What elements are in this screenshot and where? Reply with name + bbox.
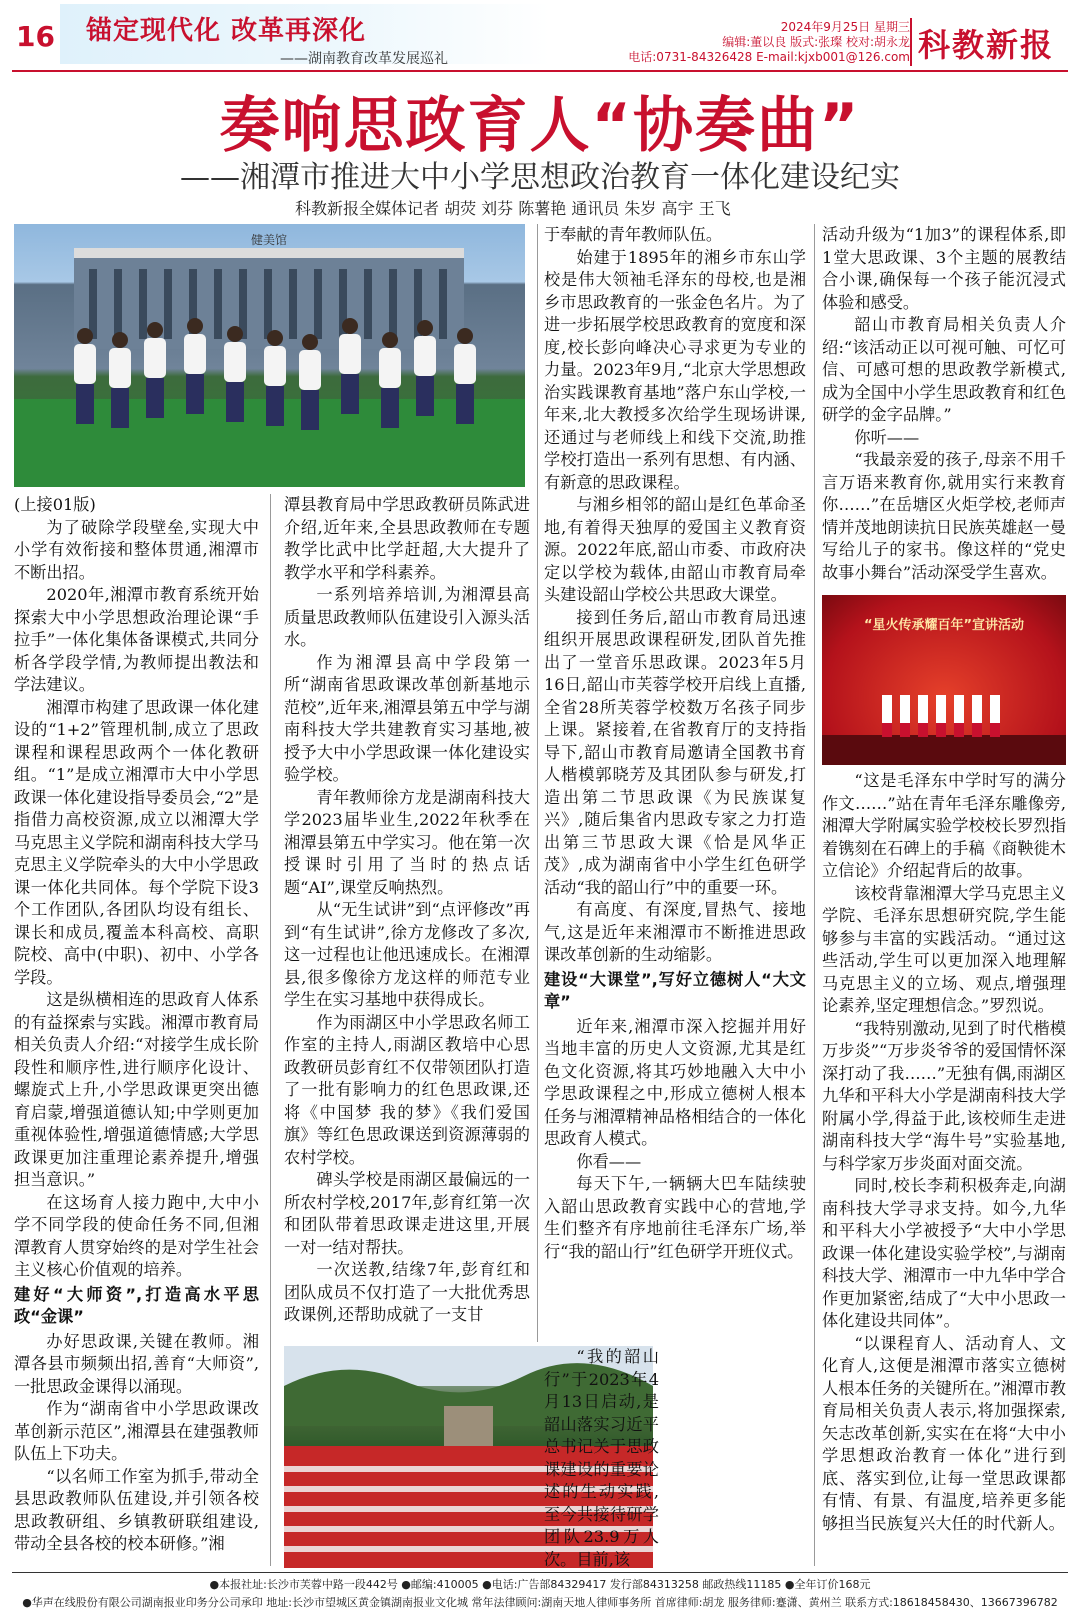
issue-date: 2024年9月25日 星期三: [780, 20, 910, 34]
article-column-3: [544, 224, 806, 1263]
contact-info: 电话:0731-84326428 E-mail:kjxb001@126.com: [628, 50, 910, 64]
paragraph: “我特别激动,见到了时代楷模万步炎”“万步炎爷爷的爱国情怀深深打动了我……”无独有偶,雨湖区九华和平科大小学是湖南科技大学附属小学,得益于此,该校师生走进湖南科技大学“海牛号”实验基地,与科学家万步炎面对面交流。: [822, 1018, 1066, 1173]
continuation-note: (上接01版): [14, 495, 96, 514]
paragraph: 有高度、有深度,冒热气、接地气,这是近年来湘潭市不断推进思政课改革创新的生动缩影。: [544, 900, 806, 964]
paragraph: 作为湘潭县高中学段第一所“湖南省思政课改革创新基地示范校”,近年来,湘潭县第五中学与湖南科技大学共建教育实习基地,被授予大中小学思政课一体化建设实验学校。: [284, 652, 530, 784]
paragraph: 2020年,湘潭市教育系统开始探索大中小学思想政治理论课“手拉手”一体化集体备课模式,共同分析各学段学情,为教师提出教法和学法建议。: [14, 585, 259, 694]
article-byline: 科教新报全媒体记者 胡荧 刘芬 陈薯艳 通讯员 朱岁 高宇 王飞: [295, 199, 731, 218]
header-divider: [910, 18, 912, 66]
article-column-4-lower: [822, 770, 1066, 1535]
paragraph: 该校背靠湘潭大学马克思主义学院、毛泽东思想研究院,学生能够参与丰富的实践活动。“通过这些活动,学生可以更加深入地理解马克思主义的立场、观点,增强理论素养,坚定理想信念。”罗烈说。: [822, 883, 1066, 1015]
paragraph: “我最亲爱的孩子,母亲不用千言万语来教育你,就用实行来教育你……”在岳塘区火炬学校,老师声情并茂地朗读抗日民族英雄赵一曼写给儿子的家书。像这样的“党史故事小舞台”活动深受学生喜欢。: [822, 450, 1066, 582]
column-slogan-sub: ——湖南教育改革发展巡礼: [280, 51, 448, 67]
paragraph: 碑头学校是雨湖区最偏远的一所农村学校,2017年,彭育红第一次和团队带着思政课走进这里,开展一对一结对帮扶。: [284, 1170, 530, 1257]
paragraph: 始建于1895年的湘乡市东山学校是伟大领袖毛泽东的母校,也是湘乡市思政教育的一张金色名片。为了进一步拓展学校思政教育的宽度和深度,校长彭向峰决心寻求更为专业的力量。2023年9月,“北京大学思想政治实践课教育基地”落户东山学校,一年来,北大教授多次给学生现场讲课,还通过与老师线上和线下交流,助推学校打造出一系列有思想、有内涵、有新意的思政课程。: [544, 247, 806, 492]
article-column-2: [284, 494, 530, 1327]
footer-address: ●本报社址:长沙市芙蓉中路一段442号 ●邮编:410005 ●电话:广告部84329417 发行部84313258 邮政热线11185 ●全年订价168元: [209, 1578, 871, 1591]
section-heading: 建好“大师资”,打造高水平思政“金课”: [14, 1284, 259, 1326]
paragraph: “这是毛泽东中学时写的满分作文……”站在青年毛泽东雕像旁,湘潭大学附属实验学校校长罗烈指着镌刻在石碑上的手稿《商鞅徙木立信论》介绍起背后的故事。: [822, 771, 1066, 880]
paragraph: 同时,校长李莉积极奔走,向湖南科技大学寻求支持。如今,九华和平科大小学被授予“大中小学思政课一体化建设实验学校”,与湖南科技大学、湘潭市一中九华中学合作更加紧密,结成了“大中小思政一体化建设共同体”。: [822, 1176, 1066, 1330]
header-meta: [610, 20, 910, 65]
article-column-3-tail: [544, 1346, 659, 1571]
paragraph: 一系列培养培训,为湘潭县高质量思政教师队伍建设引入源头活水。: [284, 585, 530, 649]
paragraph: 办好思政课,关键在教师。湘潭各县市频频出招,善育“大师资”,一批思政金课得以涌现。: [14, 1331, 259, 1396]
article-column-1: [14, 494, 259, 1556]
paragraph: 每天下午,一辆辆大巴车陆续驶入韶山思政教育实践中心的营地,学生们整齐有序地前往毛泽东广场,举行“我的韶山行”红色研学开班仪式。: [544, 1174, 806, 1261]
paragraph: 这是纵横相连的思政育人体系的有益探索与实践。湘潭市教育局相关负责人介绍:“对接学生成长阶段性和顺序性,进行顺序化设计、螺旋式上升,小学思政课更突出德育启蒙,增强道德认知;中学则更加重视体验性,增强道德情感;大学思政课更加注重理论素养提升,增强担当意识。”: [14, 990, 259, 1189]
article-subtitle: ——湘潭市推进大中小学思想政治教育一体化建设纪实: [180, 160, 900, 195]
paragraph: 韶山市教育局相关负责人介绍:“该活动正以可视可触、可忆可信、可感可想的思政教学新模式,成为全国中小学生思政教育和红色研学的金字品牌。”: [822, 315, 1066, 424]
photo-students-running: [14, 224, 525, 487]
paragraph: 青年教师徐方龙是湖南科技大学2023届毕业生,2022年秋季在湘潭县第五中学实习。他在第一次授课时引用了当时的热点话题“AI”,课堂反响热烈。: [284, 787, 530, 897]
paragraph: 从“无生试讲”到“点评修改”再到“有生试讲”,徐方龙修改了多次,这一过程也让他迅速成长。在湘潭县,很多像徐方龙这样的师范专业学生在实习基地中获得成长。: [284, 900, 530, 1009]
paragraph: 你听——: [854, 427, 920, 447]
header-rule: [12, 70, 1068, 72]
paragraph: 作为雨湖区中小学思政名师工作室的主持人,雨湖区教培中心思政教研员彭育红不仅带领团队打造了一批有影响力的红色思政课,还将《中国梦 我的梦》《我们爱国旗》等红色思政课送到资源薄弱的农村学校。: [284, 1012, 530, 1167]
column-rule: [814, 224, 815, 1566]
paragraph: 在这场育人接力跑中,大中小学不同学段的使命任务不同,但湘潭教育人贯穿始终的是对学生社会主义核心价值观的培养。: [14, 1192, 259, 1279]
paragraph: 为了破除学段壁垒,实现大中小学有效衔接和整体贯通,湘潭市不断出招。: [14, 517, 259, 582]
column-rule: [270, 494, 271, 1566]
stage-banner-text: “星火传承耀百年”宣讲活动: [863, 618, 1025, 633]
paragraph: 与湘乡相邻的韶山是红色革命圣地,有着得天独厚的爱国主义教育资源。2022年底,韶山市委、市政府决定以学校为载体,由韶山市教育局牵头建设韶山学校公共思政大课堂。: [544, 495, 806, 604]
page-number: 16: [16, 20, 55, 53]
paragraph: 湘潭市构建了思政课一体化建设的“1+2”管理机制,成立了思政课程和课程思政两个一体化教研组。“1”是成立湘潭市大中小学思政课一体化建设指导委员会,“2”是指借力高校资源,成立以湘潭大学马克思主义学院和湖南科技大学马克思主义学院牵头的大中小学思政课一体化共同体。每个学院下设3个工作团队,各团队均设有组长、课长和成员,覆盖本科高校、高职院校、高中(中职)、初中、小学各学段。: [14, 697, 259, 987]
article-column-4: [822, 224, 1066, 584]
paragraph: 接到任务后,韶山市教育局迅速组织开展思政课程研发,团队首先推出了一堂音乐思政课。2023年5月16日,韶山市芙蓉学校开启线上直播,全省28所芙蓉学校数万名孩子同步上课。紧接着,在省教育厅的支持指导下,韶山市教育局邀请全国教书育人楷模郭晓芳及其团队参与研发,打造出第二节思政课《为民族谋复兴》,随后集省内思政专家之力打造出第三节思政大课《恰是风华正茂》,成为湖南省中小学生红色研学活动“我的韶山行”中的重要一环。: [544, 607, 806, 897]
section-heading: 建设“大课堂”,写好立德树人“大文章”: [544, 969, 806, 1011]
column-slogan: 锚定现代化 改革再深化: [86, 16, 367, 46]
article-title: 奏响思政育人“协奏曲”: [219, 91, 861, 161]
section-name: 科教新报: [918, 26, 1055, 64]
building-sign: 健美馆: [250, 233, 288, 247]
paragraph: “我的韶山行”于2023年4月13日启动,是韶山落实习近平总书记关于思政课建设的重要论述的生动实践,至今共接待研学团队23.9万人次。目前,该: [544, 1347, 659, 1569]
footer-rule: [12, 1572, 1068, 1573]
photo-stage-event: [822, 595, 1066, 765]
paragraph: 近年来,湘潭市深入挖掘并用好当地丰富的历史人文资源,尤其是红色文化资源,将其巧妙地融入大中小学思政课程之中,形成立德树人根本任务与湘潭精神品格相结合的一体化思政育人模式。: [544, 1016, 806, 1148]
paragraph: “以名师工作室为抓手,带动全县思政教师队伍建设,并引领各校思政教研组、乡镇教研联组建设,带动全县各校的校本研修。”湘: [14, 1466, 259, 1553]
paragraph: 潭县教育局中学思政教研员陈武进介绍,近年来,全县思政教师在专题教学比武中比学赶超,大大提升了教学水平和学科素养。: [284, 495, 530, 582]
paragraph: 活动升级为“1加3”的课程体系,即1堂大思政课、3个主题的展教结合小课,确保每一个孩子能沉浸式体验和感受。: [822, 225, 1066, 312]
column-rule: [537, 224, 538, 1342]
paragraph: 你看——: [576, 1151, 642, 1171]
paragraph: 一次送教,结缘7年,彭育红和团队成员不仅打造了一大批优秀思政课例,还帮助成就了一支甘: [284, 1260, 530, 1324]
paragraph: 于奉献的青年教师队伍。: [544, 225, 723, 244]
paragraph: 作为“湖南省中小学思政课改革创新示范区”,湘潭县在建强教师队伍上下功夫。: [14, 1399, 259, 1463]
footer-printer: ●华声在线股份有限公司湖南报业印务分公司承印 地址:长沙市望城区黄金镇湖南报业文化城 常年法律顾问:湖南天地人律师事务所 首席律师:胡龙 服务律师:蹇潇、黄州兰 联系方式:18618458430、13667396782: [22, 1596, 1058, 1609]
paragraph: “以课程育人、活动育人、文化育人,这便是湘潭市落实立德树人根本任务的关键所在。”湘潭市教育局相关负责人表示,将加强探索,矢志改革创新,实实在在将“大中小学思想政治教育一体化”进行到底、落实到位,让每一堂思政课都有情、有景、有温度,培养更多能够担当民族复兴大任的时代新人。: [822, 1333, 1066, 1533]
editor-credits: 编辑:董以良 版式:张璨 校对:胡永龙: [722, 35, 910, 49]
